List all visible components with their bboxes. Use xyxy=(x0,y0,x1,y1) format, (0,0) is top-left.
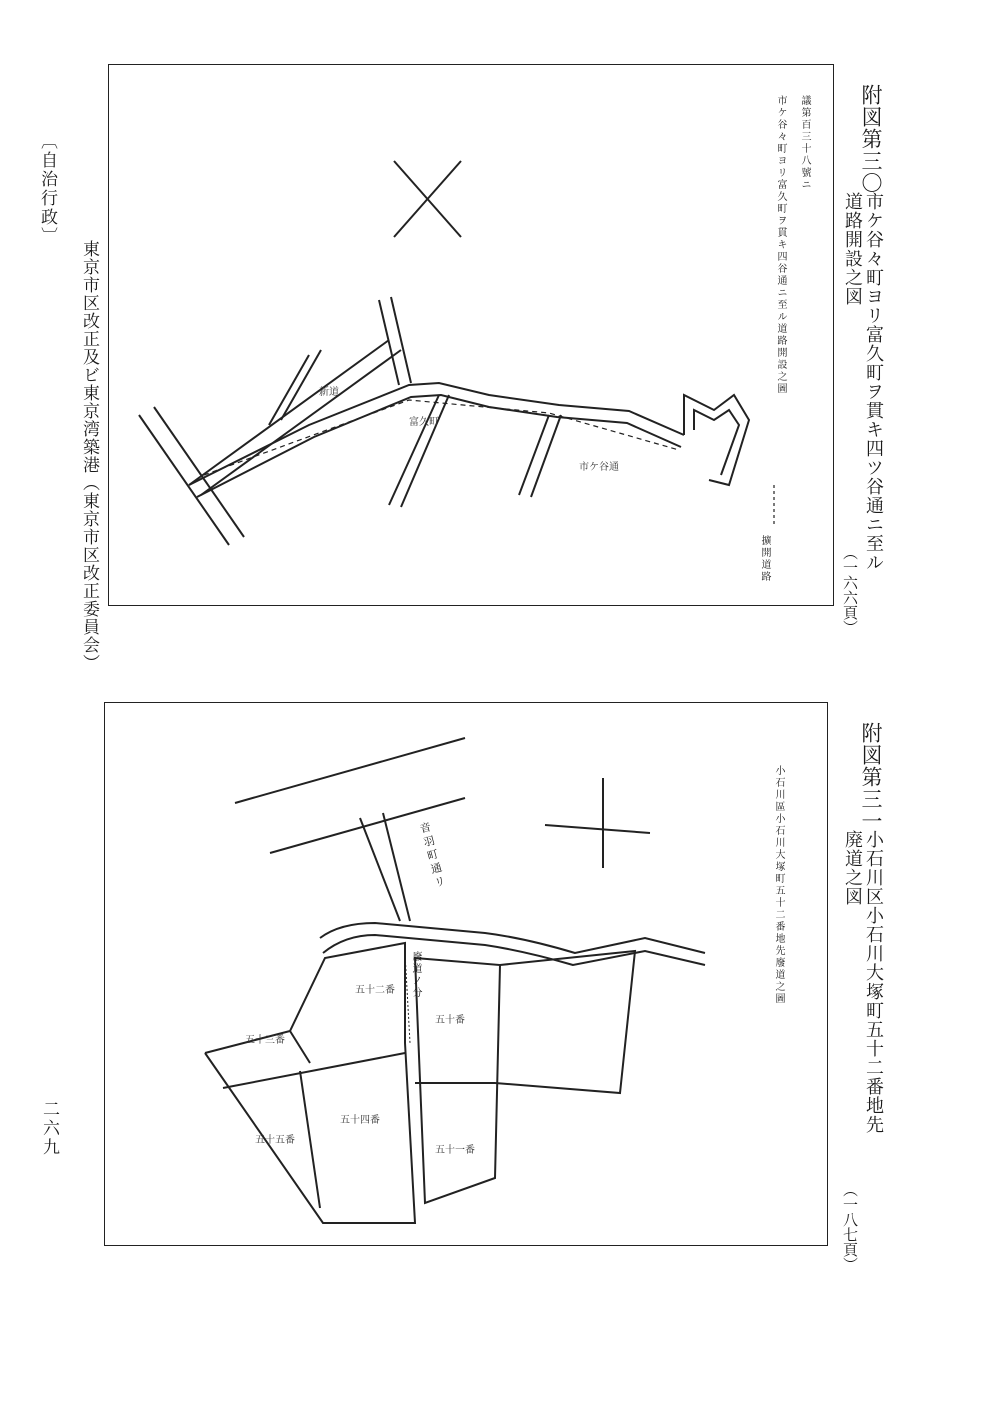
figure-31-page-ref: （一八七頁） xyxy=(841,1182,859,1272)
page-number: 二六九 xyxy=(39,1100,59,1157)
figure-31-map-drawing xyxy=(105,703,827,1245)
running-header-series: 〔自治行政〕 xyxy=(37,132,57,246)
map-label-lot-50: 五十番 xyxy=(435,1015,465,1026)
figure-30-caption-line-2: 道路開設之図 xyxy=(842,192,863,306)
figure-30-number: 附図第三〇 xyxy=(859,84,883,194)
figure-30-map-note-1: 議第百三十八號ニ xyxy=(799,95,810,191)
figure-31-map-note: 小石川區小石川大塚町五十二番地先廢道之圖 xyxy=(773,765,784,1005)
figure-30-map xyxy=(108,64,834,606)
map-label-ichigaya-street: 市ケ谷通 xyxy=(579,462,619,473)
figure-30-map-drawing xyxy=(109,65,833,605)
map-label-tomihisa: 富久町 xyxy=(409,417,439,428)
map-label-lot-53: 五十三番 xyxy=(245,1035,285,1046)
figure-31-number: 附図第三一 xyxy=(859,722,883,832)
figure-30-page-ref: （一六六頁） xyxy=(841,545,859,635)
figure-31-map xyxy=(104,702,828,1246)
figure-31-caption-line-2: 廃道之図 xyxy=(842,830,863,906)
map-label-lot-55: 五十五番 xyxy=(255,1135,295,1146)
figure-30-caption-line-1: 市ケ谷々町ヨリ富久町ヲ貫キ四ツ谷通ニ至ル xyxy=(863,192,884,572)
running-header-title: 東京市区改正及ビ東京湾築港（東京市区改正委員会） xyxy=(79,240,99,672)
map-label-shinsaku: 新道 xyxy=(319,387,339,398)
map-label-lot-52: 五十二番 xyxy=(355,985,395,996)
map-label-otowa: 音羽町通リ xyxy=(417,820,448,892)
figure-31-caption-line-1: 小石川区小石川大塚町五十二番地先 xyxy=(863,830,884,1134)
map-label-lot-54: 五十四番 xyxy=(340,1115,380,1126)
map-label-haido: 廢道ノ分 xyxy=(410,951,421,999)
map-label-lot-51: 五十一番 xyxy=(435,1145,475,1156)
figure-30-legend: 擴開道路 xyxy=(759,535,770,583)
figure-30-map-note-2: 市ケ谷々町ヨリ富久町ヲ貫キ四谷通ニ至ル道路開設之圖 xyxy=(775,95,786,395)
